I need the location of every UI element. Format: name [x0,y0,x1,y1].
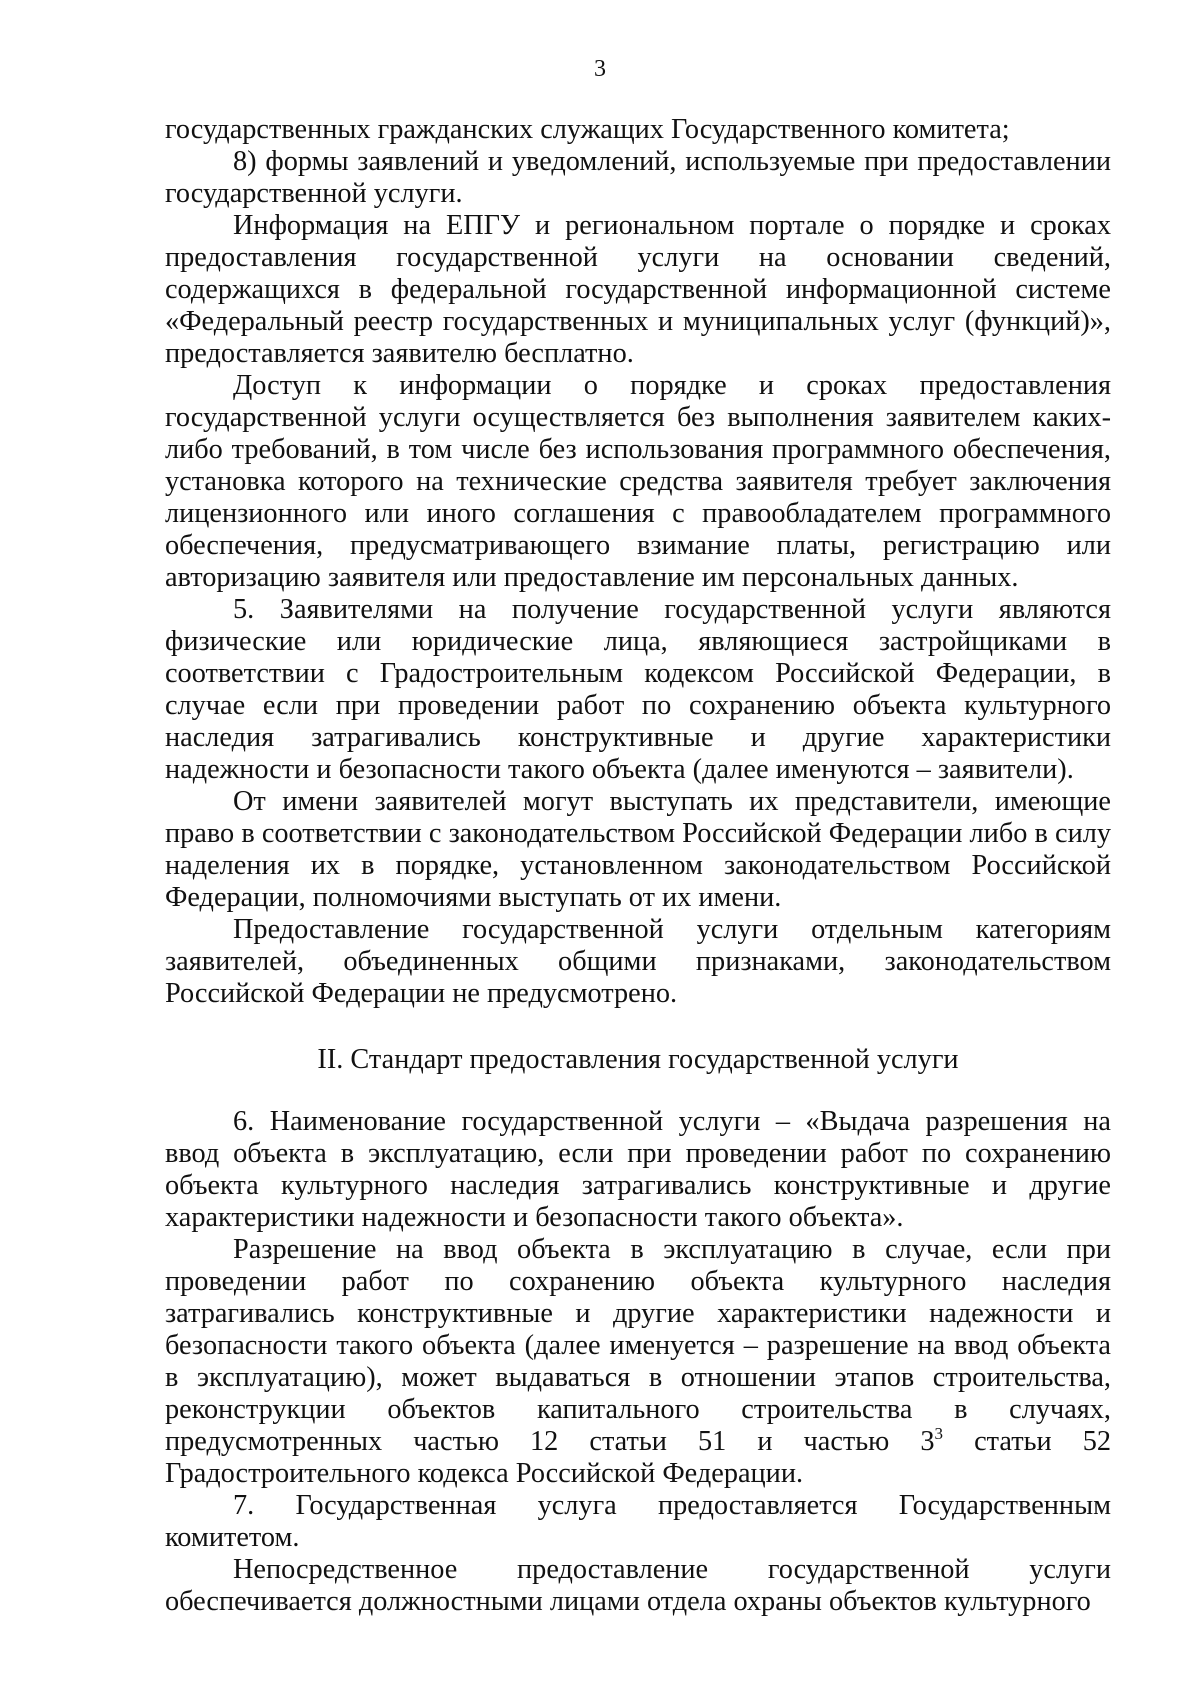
section-heading: II. Стандарт предоставления государственной услуги [317,1044,959,1075]
paragraph-categories: Предоставление государственной услуги отдельным категориям заявителей, объединенных общими признаками, законодательством Российской Федерации не предусмотрено. [165,914,1111,1009]
paragraph-officials: Непосредственное предоставление государственной услуги обеспечивается должностными лицами отдела охраны объектов культурного [165,1554,1111,1617]
paragraph-service-name: 6. Наименование государственной услуги – «Выдача разрешения на ввод объекта в эксплуатацию, если при проведении работ по сохранению объекта культурного наследия затрагивались конструктивные и другие характеристики надежности и безопасности такого объекта». [165,1106,1111,1233]
paragraph-access-info: Доступ к информации о порядке и сроках предоставления государственной услуги осуществляется без выполнения заявителем каких-либо требований, в том числе без использования программного обеспечения, установка которого на технические средства заявителя требует заключения лицензионного или иного соглашения с правообладателем программного обеспечения, предусматривающего взимание платы, регистрацию или авторизацию заявителя или предоставление им персональных данных. [165,370,1111,593]
paragraph-applicants: 5. Заявителями на получение государственной услуги являются физические или юридические лица, являющиеся застройщиками в соответствии с Градостроительным кодексом Российской Федерации, в случае если при проведении работ по сохранению объекта культурного наследия затрагивались конструктивные и другие характеристики надежности и безопасности такого объекта (далее именуются – заявители). [165,594,1111,785]
paragraph-continuation: государственных гражданских служащих Государственного комитета; [165,114,1010,145]
paragraph-representatives: От имени заявителей могут выступать их представители, имеющие право в соответствии с законодательством Российской Федерации либо в силу наделения их в порядке, установленном законодательством Российской Федерации, полномочиями выступать от их имени. [165,786,1111,913]
paragraph-permit-text: Разрешение на ввод объекта в эксплуатацию в случае, если при проведении работ по сохранению объекта культурного наследия затрагивались конструктивные и другие характеристики надежности и безопасности такого объекта (далее именуется – разрешение на ввод объекта в эксплуатацию), может выдаваться в отношении этапов строительства, реконструкции объектов капитального строительства в случаях, предусмотренных частью 12 статьи 51 и частью 3 [165,1234,1111,1457]
paragraph-epgu-info: Информация на ЕПГУ и региональном портале о порядке и сроках предоставления государственной услуги на основании сведений, содержащихся в федеральной государственной информационной системе «Федеральный реестр государственных и муниципальных услуг (функций)», предоставляется заявителю бесплатно. [165,210,1111,369]
paragraph-service-provider: 7. Государственная услуга предоставляется Государственным комитетом. [165,1490,1111,1553]
superscript: 3 [934,1424,944,1443]
page-number: 3 [594,56,606,82]
document-body [165,114,1111,1618]
paragraph-item-8: 8) формы заявлений и уведомлений, используемые при предоставлении государственной услуги. [165,146,1111,209]
paragraph-permit-tail: статьи 52 Градостроительного кодекса Российской Федерации. [165,1426,1111,1489]
paragraph-permit [165,1234,1111,1490]
